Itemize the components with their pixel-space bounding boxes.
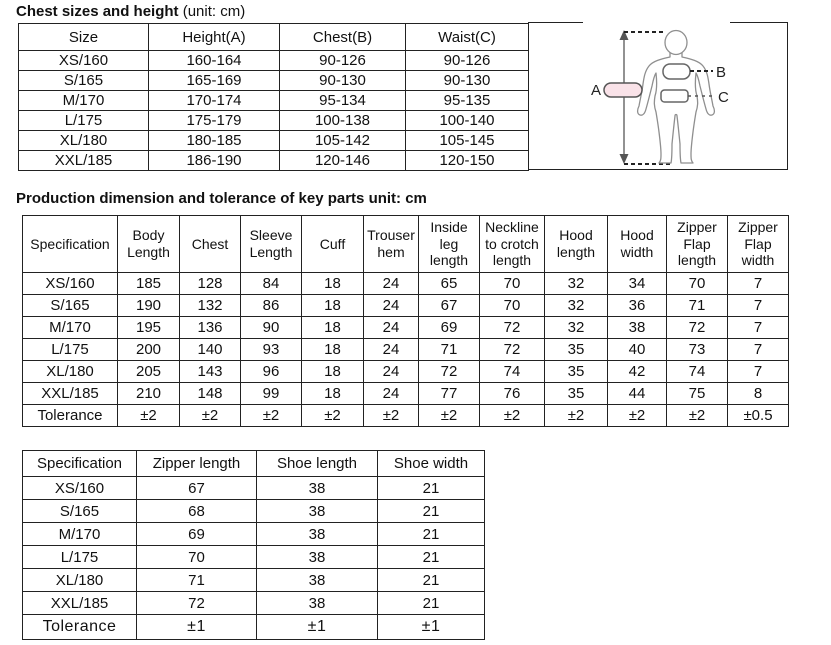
- waist-band: [661, 90, 688, 102]
- table-row: [19, 71, 529, 91]
- table-cell: 35: [545, 383, 608, 405]
- header-cell: Hood width: [608, 216, 667, 273]
- table-cell: 136: [180, 317, 241, 339]
- table-cell: 70: [137, 546, 257, 569]
- table-cell: 35: [545, 339, 608, 361]
- table-cell: 38: [608, 317, 667, 339]
- table-cell: 148: [180, 383, 241, 405]
- table-cell: ±2: [302, 405, 364, 427]
- table-cell: 93: [241, 339, 302, 361]
- head: [665, 31, 687, 55]
- table-cell: XL/180: [19, 131, 149, 151]
- table-cell: S/165: [23, 295, 118, 317]
- header-cell: Shoe length: [257, 451, 378, 477]
- table-cell: 21: [378, 477, 485, 500]
- header-cell: Specification: [23, 216, 118, 273]
- height-label: A: [590, 82, 601, 99]
- table-cell: L/175: [19, 111, 149, 131]
- table-cell: 73: [667, 339, 728, 361]
- table-cell: XXL/185: [19, 151, 149, 171]
- table-cell: 120-150: [406, 151, 529, 171]
- header-cell: Zipper length: [137, 451, 257, 477]
- table-cell: 67: [419, 295, 480, 317]
- table-cell: 24: [364, 273, 419, 295]
- table-cell: 38: [257, 546, 378, 569]
- table-cell: 90-126: [280, 51, 406, 71]
- table-cell: 8: [728, 383, 789, 405]
- chest-size-table: [18, 23, 529, 171]
- table-row: [23, 339, 789, 361]
- body-measurement-diagram: [529, 23, 787, 169]
- table-cell: 7: [728, 339, 789, 361]
- tolerance-row: [23, 405, 789, 427]
- table-cell: 143: [180, 361, 241, 383]
- section1-title: [16, 3, 245, 20]
- header-row: [19, 24, 529, 51]
- table-cell: L/175: [23, 339, 118, 361]
- table-cell: 69: [419, 317, 480, 339]
- table-cell: 99: [241, 383, 302, 405]
- table-cell: 21: [378, 500, 485, 523]
- table-cell: XS/160: [23, 477, 137, 500]
- table-cell: 90-130: [280, 71, 406, 91]
- table-cell: 205: [118, 361, 180, 383]
- table-cell: 24: [364, 361, 419, 383]
- table-cell: 90-126: [406, 51, 529, 71]
- table-cell: 95-135: [406, 91, 529, 111]
- table-cell: 18: [302, 273, 364, 295]
- table-cell: ±2: [180, 405, 241, 427]
- table-cell: 74: [480, 361, 545, 383]
- table-cell: 24: [364, 317, 419, 339]
- table-cell: Tolerance: [23, 405, 118, 427]
- table-cell: 72: [480, 317, 545, 339]
- table-cell: 71: [137, 569, 257, 592]
- table-cell: 18: [302, 339, 364, 361]
- table-row: [23, 383, 789, 405]
- table-cell: 170-174: [149, 91, 280, 111]
- table-cell: 105-145: [406, 131, 529, 151]
- table-cell: 76: [480, 383, 545, 405]
- table-cell: 195: [118, 317, 180, 339]
- table-cell: 21: [378, 569, 485, 592]
- table-cell: 175-179: [149, 111, 280, 131]
- table-cell: 77: [419, 383, 480, 405]
- header-cell: Chest(B): [280, 24, 406, 51]
- table-cell: 186-190: [149, 151, 280, 171]
- table-cell: 90-130: [406, 71, 529, 91]
- table-cell: XL/180: [23, 361, 118, 383]
- table-cell: 128: [180, 273, 241, 295]
- table-cell: 24: [364, 295, 419, 317]
- table-cell: 105-142: [280, 131, 406, 151]
- header-cell: Height(A): [149, 24, 280, 51]
- table-cell: M/170: [19, 91, 149, 111]
- table-cell: 140: [180, 339, 241, 361]
- table-row: [23, 546, 485, 569]
- table-cell: 72: [667, 317, 728, 339]
- table-row: [23, 477, 485, 500]
- table-row: [23, 273, 789, 295]
- header-cell: Size: [19, 24, 149, 51]
- table-cell: M/170: [23, 523, 137, 546]
- table-cell: 7: [728, 317, 789, 339]
- table-cell: S/165: [23, 500, 137, 523]
- table-cell: 40: [608, 339, 667, 361]
- table-cell: ±2: [545, 405, 608, 427]
- chest-label: B: [716, 64, 727, 81]
- table-cell: 71: [667, 295, 728, 317]
- table-row: [19, 51, 529, 71]
- table-cell: ±2: [241, 405, 302, 427]
- table-cell: 180-185: [149, 131, 280, 151]
- table-cell: ±1: [378, 615, 485, 640]
- table-row: [23, 500, 485, 523]
- table-cell: ±2: [419, 405, 480, 427]
- table-cell: ±2: [364, 405, 419, 427]
- table-cell: 70: [480, 295, 545, 317]
- table-cell: 38: [257, 477, 378, 500]
- table-cell: 18: [302, 361, 364, 383]
- table-cell: 96: [241, 361, 302, 383]
- header-cell: Trouser hem: [364, 216, 419, 273]
- header-cell: Sleeve Length: [241, 216, 302, 273]
- table-cell: 70: [480, 273, 545, 295]
- table-cell: Tolerance: [23, 615, 137, 640]
- table-row: [23, 295, 789, 317]
- production-dimension-table: [22, 215, 789, 427]
- header-cell: Hood length: [545, 216, 608, 273]
- table-cell: 34: [608, 273, 667, 295]
- table-cell: XL/180: [23, 569, 137, 592]
- table-cell: ±2: [480, 405, 545, 427]
- table-cell: 100-140: [406, 111, 529, 131]
- table-cell: L/175: [23, 546, 137, 569]
- table-cell: 35: [545, 361, 608, 383]
- header-cell: Specification: [23, 451, 137, 477]
- table-cell: 200: [118, 339, 180, 361]
- table-cell: 67: [137, 477, 257, 500]
- table-cell: ±1: [257, 615, 378, 640]
- table-cell: ±2: [667, 405, 728, 427]
- table-cell: 95-134: [280, 91, 406, 111]
- table-cell: ±0.5: [728, 405, 789, 427]
- body-diagram-box: [528, 22, 788, 170]
- table-cell: XXL/185: [23, 592, 137, 615]
- table-cell: ±2: [118, 405, 180, 427]
- table-cell: 18: [302, 295, 364, 317]
- table-cell: 71: [419, 339, 480, 361]
- table-row: [19, 151, 529, 171]
- table-cell: M/170: [23, 317, 118, 339]
- table-cell: 210: [118, 383, 180, 405]
- table-cell: 72: [419, 361, 480, 383]
- header-cell: Inside leg length: [419, 216, 480, 273]
- table-cell: XS/160: [19, 51, 149, 71]
- table-cell: 160-164: [149, 51, 280, 71]
- table-row: [19, 131, 529, 151]
- table-cell: 42: [608, 361, 667, 383]
- header-cell: Zipper Flap length: [667, 216, 728, 273]
- table-cell: 7: [728, 295, 789, 317]
- table-cell: 32: [545, 273, 608, 295]
- table-cell: 21: [378, 523, 485, 546]
- table-cell: 24: [364, 383, 419, 405]
- table-cell: 18: [302, 317, 364, 339]
- header-cell: Neckline to crotch length: [480, 216, 545, 273]
- table-cell: 120-146: [280, 151, 406, 171]
- table-cell: 190: [118, 295, 180, 317]
- table-cell: 38: [257, 569, 378, 592]
- table-row: [19, 111, 529, 131]
- table-cell: 7: [728, 361, 789, 383]
- table-cell: 100-138: [280, 111, 406, 131]
- table-cell: 84: [241, 273, 302, 295]
- table-cell: ±1: [137, 615, 257, 640]
- table-row: [23, 317, 789, 339]
- table-cell: 69: [137, 523, 257, 546]
- table-row: [23, 592, 485, 615]
- section1-title-unit: (unit: cm): [178, 3, 246, 20]
- zipper-shoe-table: [22, 450, 485, 640]
- figure-image-edge: [583, 21, 730, 24]
- table-cell: 90: [241, 317, 302, 339]
- table-cell: 21: [378, 592, 485, 615]
- table-cell: 32: [545, 295, 608, 317]
- table-cell: 70: [667, 273, 728, 295]
- table-cell: 38: [257, 592, 378, 615]
- header-row: [23, 216, 789, 273]
- table-cell: 68: [137, 500, 257, 523]
- table-cell: 165-169: [149, 71, 280, 91]
- table-cell: 32: [545, 317, 608, 339]
- header-cell: Cuff: [302, 216, 364, 273]
- header-row: [23, 451, 485, 477]
- table-cell: 185: [118, 273, 180, 295]
- table-cell: 18: [302, 383, 364, 405]
- table-cell: 24: [364, 339, 419, 361]
- height-pill: [604, 83, 642, 97]
- header-cell: Body Length: [118, 216, 180, 273]
- table-cell: 38: [257, 523, 378, 546]
- table-cell: 74: [667, 361, 728, 383]
- table-cell: 44: [608, 383, 667, 405]
- table-cell: 75: [667, 383, 728, 405]
- table-cell: 36: [608, 295, 667, 317]
- table-cell: ±2: [608, 405, 667, 427]
- waist-label: C: [718, 89, 729, 106]
- table-row: [23, 569, 485, 592]
- table-cell: XS/160: [23, 273, 118, 295]
- table-cell: 7: [728, 273, 789, 295]
- section1-title-text: Chest sizes and height: [16, 3, 179, 20]
- header-cell: Shoe width: [378, 451, 485, 477]
- table-cell: 72: [137, 592, 257, 615]
- table-cell: 21: [378, 546, 485, 569]
- table-cell: 132: [180, 295, 241, 317]
- table-cell: 86: [241, 295, 302, 317]
- table-cell: 38: [257, 500, 378, 523]
- tolerance-row: [23, 615, 485, 640]
- table-row: [23, 523, 485, 546]
- table-cell: 65: [419, 273, 480, 295]
- header-cell: Chest: [180, 216, 241, 273]
- table-cell: S/165: [19, 71, 149, 91]
- table-cell: 72: [480, 339, 545, 361]
- table-cell: XXL/185: [23, 383, 118, 405]
- table-row: [19, 91, 529, 111]
- header-cell: Waist(C): [406, 24, 529, 51]
- header-cell: Zipper Flap width: [728, 216, 789, 273]
- table-row: [23, 361, 789, 383]
- chest-band: [663, 64, 690, 79]
- section2-title: Production dimension and tolerance of key parts unit: cm: [16, 190, 427, 207]
